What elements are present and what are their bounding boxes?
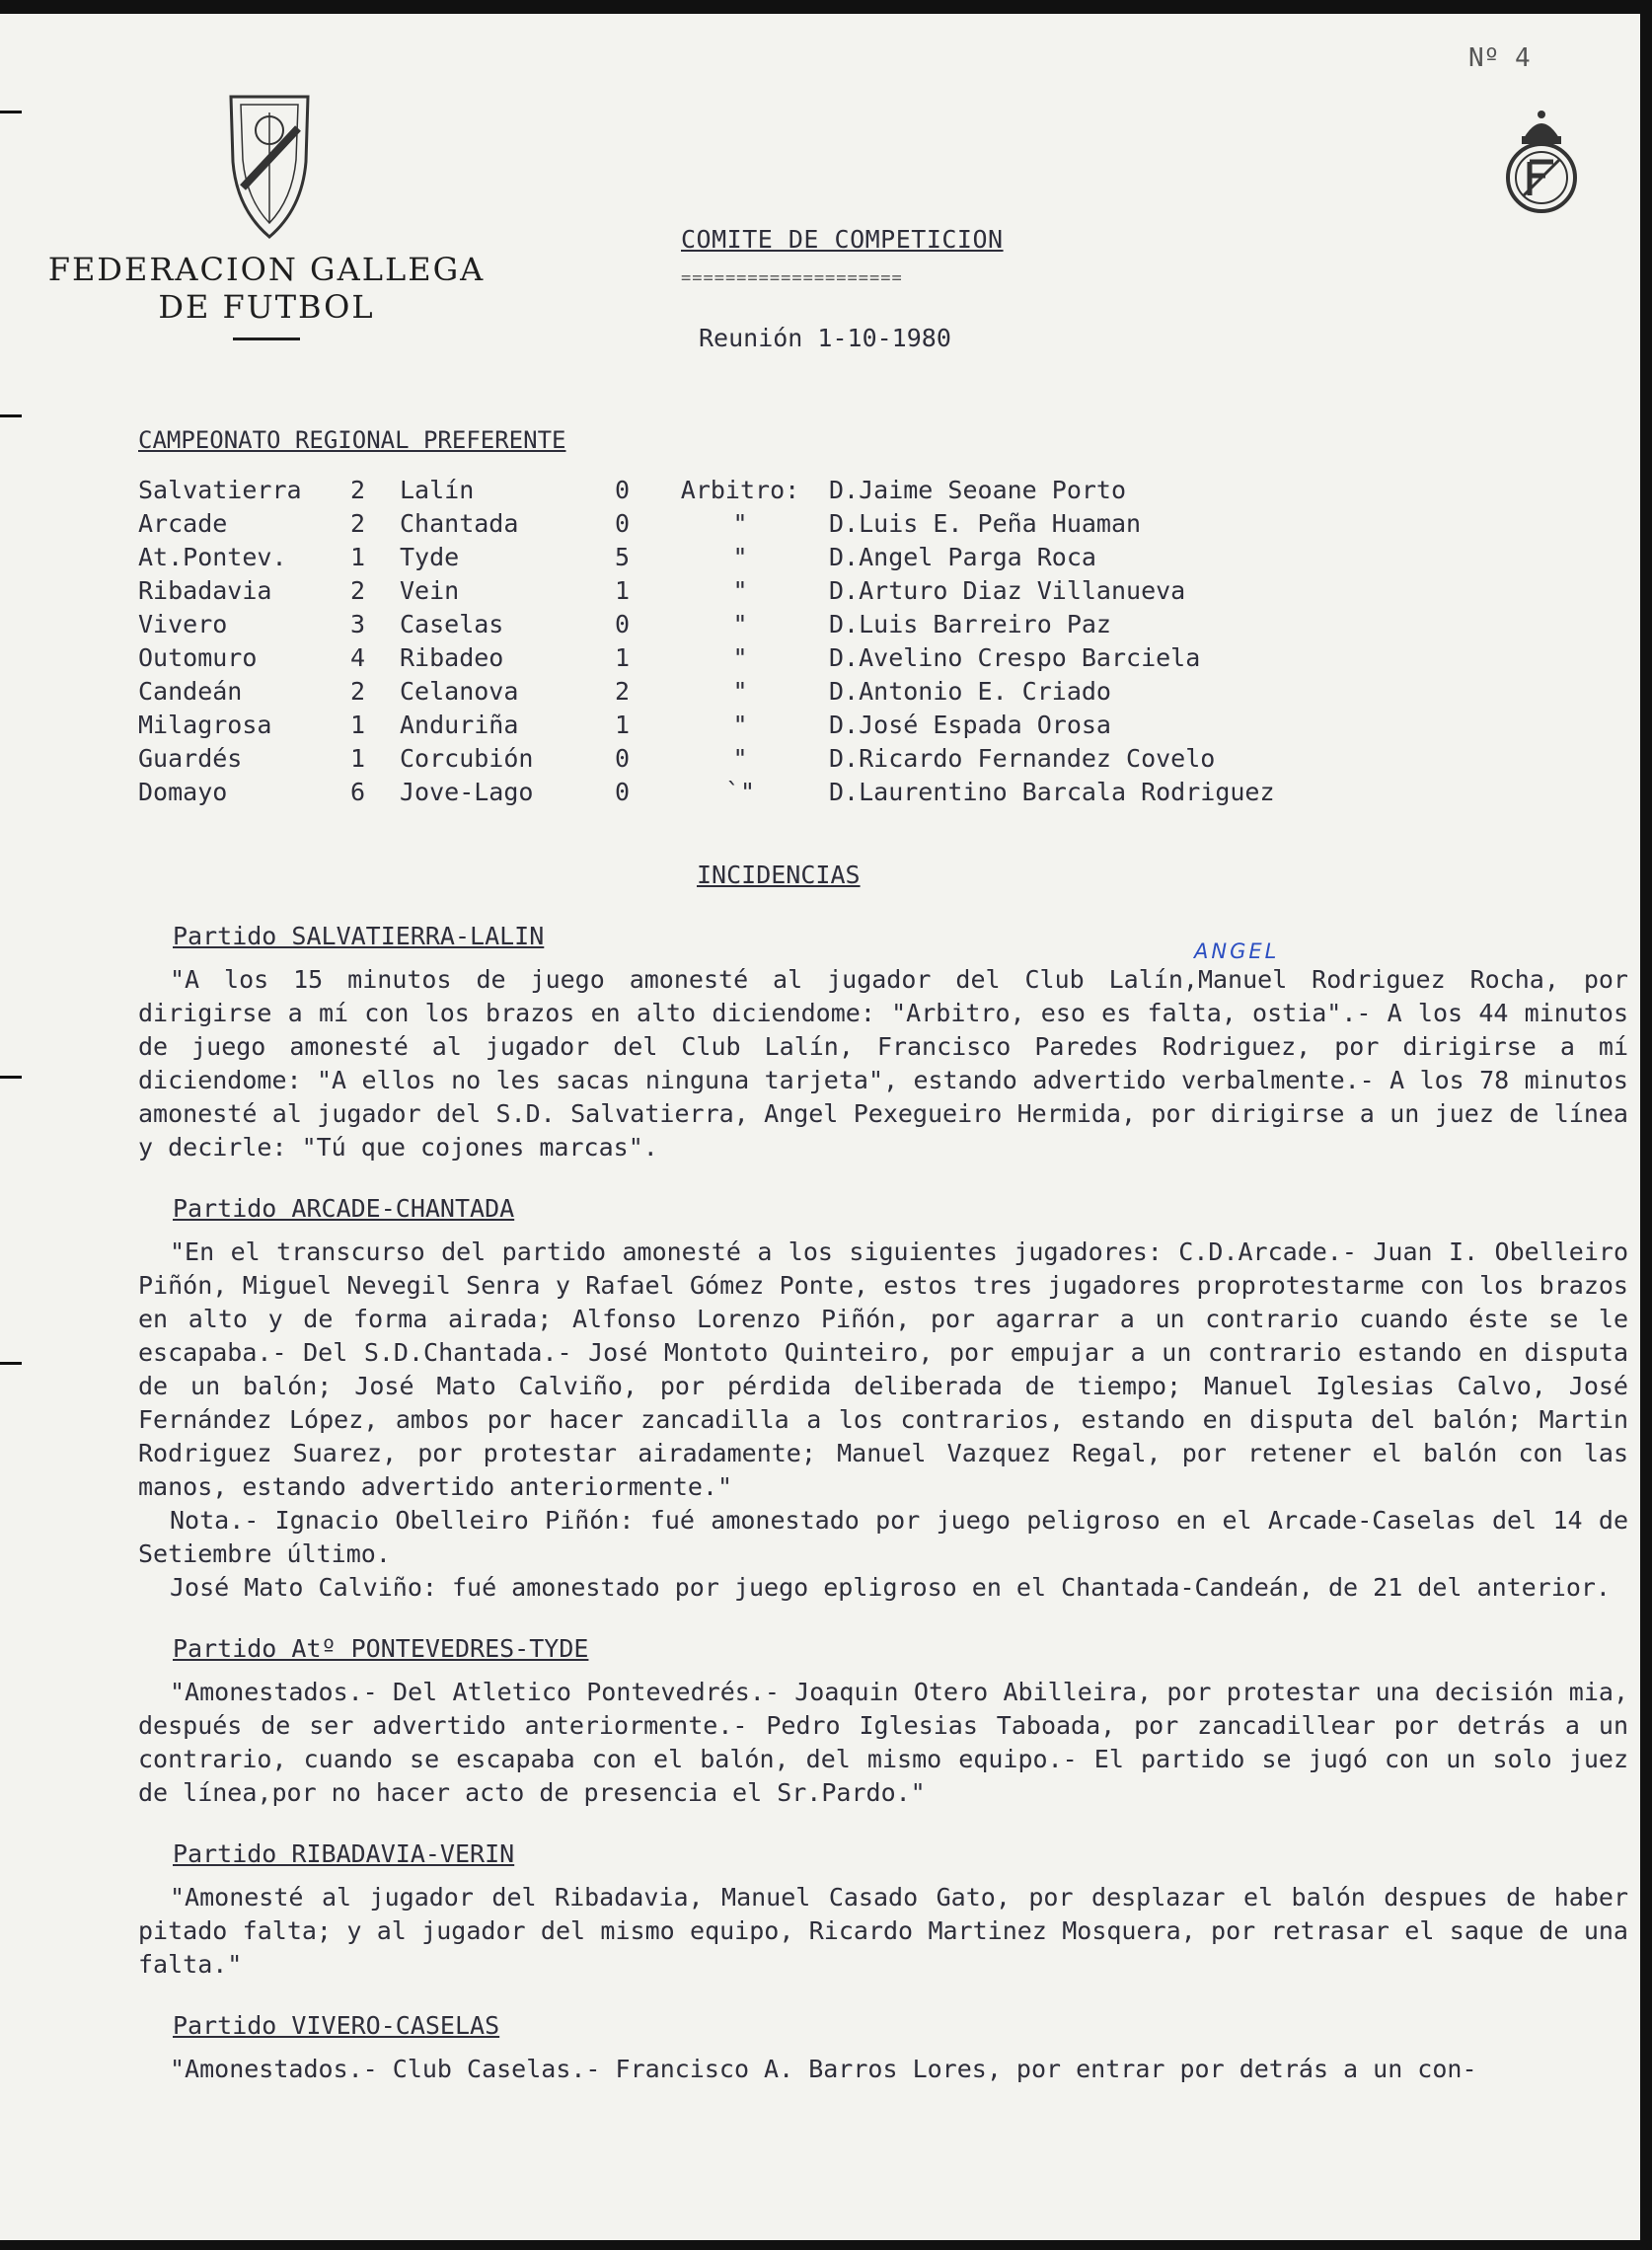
referee-name: D.Arturo Diaz Villanueva: [829, 576, 1186, 605]
away-goals: 0: [615, 744, 631, 773]
meeting-date: Reunión 1-10-1980: [699, 324, 951, 352]
referee-name: D.Luis E. Peña Huaman: [829, 509, 1142, 538]
incident-paragraph: José Mato Calviño: fué amonestado por juego epligroso en el Chantada-Candeán, de 21 del anterior.: [170, 1573, 1611, 1602]
home-goals: 2: [350, 509, 366, 538]
away-team: Caselas: [400, 610, 504, 638]
incident-paragraph: "Amonestados.- Del Atletico Pontevedrés.- Joaquin Otero Abilleira, por protestar una decisión mia, después de ser advertido anteriormente.- Pedro Iglesias Taboada, por zancadillear por detrás a un contrario, cuando se escapaba con el balón, del mismo equipo.- El partido se jugó con un solo juez de línea,por no hacer acto de presencia el Sr.Pardo.": [138, 1678, 1644, 1807]
home-team: Vivero: [138, 610, 228, 638]
away-goals: 1: [615, 711, 631, 739]
federation-name-line1: FEDERACION GALLEGA: [47, 251, 486, 288]
referee-label: ": [732, 610, 748, 638]
home-goals: 1: [350, 543, 366, 571]
championship-title: CAMPEONATO REGIONAL PREFERENTE: [138, 426, 566, 454]
referee-name: D.Avelino Crespo Barciela: [829, 643, 1201, 672]
royal-crown-emblem-icon: [1500, 105, 1583, 215]
referee-label: ": [732, 711, 748, 739]
away-goals: 2: [615, 677, 631, 706]
home-goals: 2: [350, 476, 366, 504]
home-goals: 4: [350, 643, 366, 672]
home-team: Arcade: [138, 509, 228, 538]
home-team: Salvatierra: [138, 476, 302, 504]
committee-title: COMITE DE COMPETICION: [681, 225, 1004, 254]
document-page: [0, 14, 1644, 2240]
page-number: Nº 4: [1468, 43, 1531, 73]
committee-double-underline: ====================: [681, 268, 903, 288]
home-team: Milagrosa: [138, 711, 272, 739]
away-team: Chantada: [400, 509, 519, 538]
incident-paragraph: Nota.- Ignacio Obelleiro Piñón: fué amonestado por juego peligroso en el Arcade-Caselas del 14 de Setiembre último.: [138, 1506, 1644, 1568]
away-team: Lalín: [400, 476, 475, 504]
match-title: Partido RIBADAVIA-VERIN: [173, 1839, 515, 1868]
away-team: Tyde: [400, 543, 460, 571]
referee-label: ": [732, 744, 748, 773]
home-team: At.Pontev.: [138, 543, 287, 571]
referee-label: ": [732, 576, 748, 605]
handwritten-correction: ANGEL: [1194, 939, 1280, 963]
home-goals: 2: [350, 576, 366, 605]
incident-paragraph: "A los 15 minutos de juego amonesté al jugador del Club Lalín,Manuel Rodriguez Rocha, por dirigirse a mí con los brazos en alto diciendome: "Arbitro, eso es falta, ostia".- A los 44 minutos de juego amonesté al jugador del Club Lalín, Francisco Paredes Rodriguez, por dirigirse a mí diciendome: "A ellos no les sacas ninguna tarjeta", estando advertido verbalmente.- A los 78 minutos amonesté al jugador del S.D. Salvatierra, Angel Pexegueiro Hermida, por dirigirse a un juez de línea y decirle: "Tú que cojones marcas".: [138, 965, 1644, 1162]
away-goals: 0: [615, 509, 631, 538]
referee-label: `": [724, 778, 756, 806]
federation-name: [39, 251, 493, 340]
referee-name: D.Ricardo Fernandez Covelo: [829, 744, 1216, 773]
referee-label: ": [732, 677, 748, 706]
away-team: Anduriña: [400, 711, 519, 739]
binder-hole-mark: [0, 1076, 22, 1079]
away-goals: 1: [615, 643, 631, 672]
away-goals: 5: [615, 543, 631, 571]
incident-paragraph: "Amonestados.- Club Caselas.- Francisco A. Barros Lores, por entrar por detrás a un con-: [170, 2055, 1477, 2083]
referee-name: D.Angel Parga Roca: [829, 543, 1096, 571]
incidents-title: INCIDENCIAS: [697, 861, 861, 889]
away-team: Corcubión: [400, 744, 534, 773]
referee-label: ": [732, 509, 748, 538]
referee-name: D.Jaime Seoane Porto: [829, 476, 1127, 504]
away-team: Vein: [400, 576, 460, 605]
match-title: Partido ARCADE-CHANTADA: [173, 1194, 515, 1223]
match-title: Partido VIVERO-CASELAS: [173, 2011, 500, 2040]
away-team: Ribadeo: [400, 643, 504, 672]
home-goals: 6: [350, 778, 366, 806]
referee-name: D.Antonio E. Criado: [829, 677, 1111, 706]
referee-label: ": [732, 543, 748, 571]
home-goals: 2: [350, 677, 366, 706]
away-goals: 0: [615, 778, 631, 806]
home-team: Candeán: [138, 677, 243, 706]
federation-name-line2: DE FUTBOL: [158, 288, 375, 326]
home-goals: 3: [350, 610, 366, 638]
away-team: Jove-Lago: [400, 778, 534, 806]
home-team: Ribadavia: [138, 576, 272, 605]
home-team: Domayo: [138, 778, 228, 806]
federation-shield-icon: [225, 93, 314, 241]
home-team: Outomuro: [138, 643, 258, 672]
incident-paragraph: "Amonesté al jugador del Ribadavia, Manuel Casado Gato, por desplazar el balón despues de haber pitado falta; y al jugador del mismo equipo, Ricardo Martinez Mosquera, por retrasar el saque de una falta.": [138, 1883, 1644, 1979]
referee-name: D.Laurentino Barcala Rodriguez: [829, 778, 1275, 806]
referee-name: D.José Espada Orosa: [829, 711, 1111, 739]
binder-hole-mark: [0, 414, 22, 417]
away-team: Celanova: [400, 677, 519, 706]
binder-hole-mark: [0, 111, 22, 113]
match-title: Partido SALVATIERRA-LALIN: [173, 922, 545, 950]
home-team: Guardés: [138, 744, 243, 773]
federation-underline: [233, 338, 300, 340]
match-title: Partido Atº PONTEVEDRES-TYDE: [173, 1634, 589, 1663]
away-goals: 0: [615, 610, 631, 638]
incident-paragraph: "En el transcurso del partido amonesté a los siguientes jugadores: C.D.Arcade.- Juan I. Obelleiro Piñón, Miguel Nevegil Senra y Rafael Gómez Ponte, estos tres jugadores proprotestarme con los brazos en alto y de forma airada; Alfonso Lorenzo Piñón, por agarrar a un contrario cuando éste se le escapaba.- Del S.D.Chantada.- José Montoto Quinteiro, por empujar a un contrario estando en disputa de un balón; José Mato Calviño, por pérdida deliberada de tiempo; Manuel Iglesias Calvo, José Fernández López, ambos por hacer zancadilla a los contrarios, estando en disputa del balón; Martin Rodriguez Suarez, por protestar airadamente; Manuel Vazquez Regal, por retener el balón con las manos, estando advertido anteriormente.": [138, 1238, 1644, 1501]
away-goals: 0: [615, 476, 631, 504]
referee-name: D.Luis Barreiro Paz: [829, 610, 1111, 638]
referee-label: ": [732, 643, 748, 672]
referee-label: Arbitro:: [680, 476, 800, 504]
binder-hole-mark: [0, 1362, 22, 1365]
incidents-body: [138, 920, 1644, 2114]
away-goals: 1: [615, 576, 631, 605]
home-goals: 1: [350, 711, 366, 739]
home-goals: 1: [350, 744, 366, 773]
